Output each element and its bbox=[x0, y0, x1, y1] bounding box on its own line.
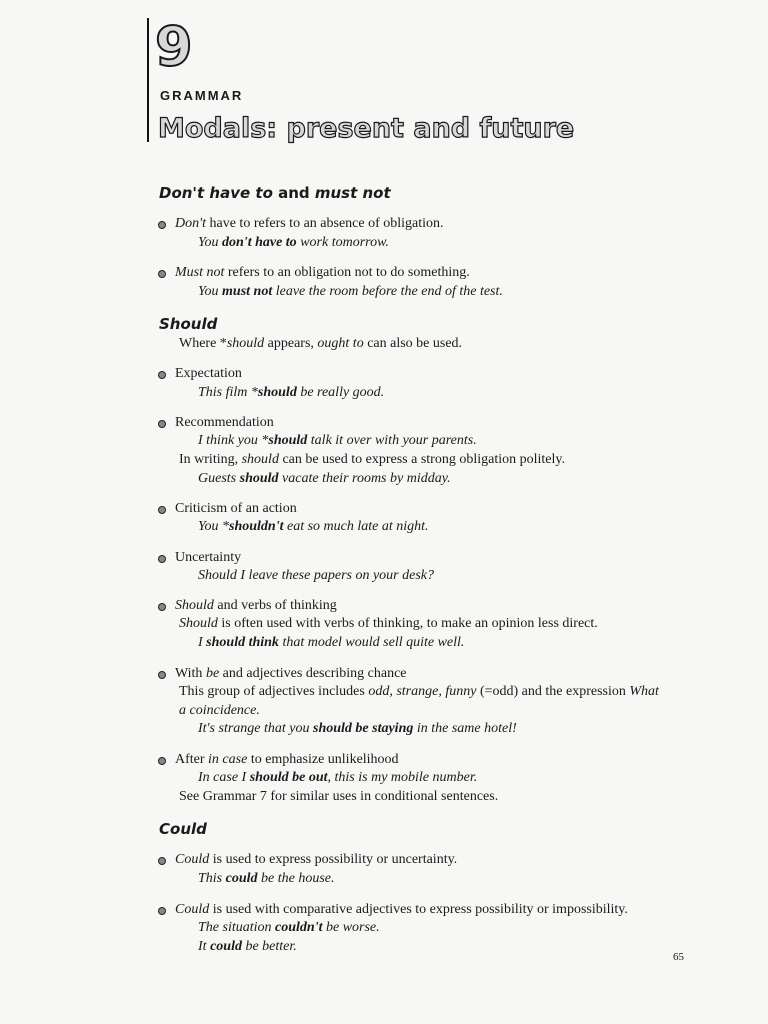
list-item: After in case to emphasize unlikelihood bbox=[175, 752, 399, 767]
section-intro: Where *should appears, ought to can also be used. bbox=[179, 336, 463, 351]
example-sentence: Guests should vacate their rooms by midday. bbox=[198, 471, 451, 486]
list-item: Could is used to express possibility or uncertainty. bbox=[175, 852, 458, 867]
note-text: See Grammar 7 for similar uses in conditional sentences. bbox=[179, 789, 499, 804]
note-text: In writing, should can be used to express a strong obligation politely. bbox=[179, 452, 565, 467]
chapter-number: 9 bbox=[155, 15, 193, 78]
section-heading-dont-have-to: Don't have to and must not bbox=[159, 184, 391, 202]
note-text: a coincidence. bbox=[179, 703, 260, 718]
example-sentence: You *shouldn't eat so much late at night. bbox=[198, 519, 429, 534]
list-item: Uncertainty bbox=[175, 550, 242, 565]
note-text: Should is often used with verbs of thinking, to make an opinion less direct. bbox=[179, 616, 598, 631]
page-title: Modals: present and future bbox=[158, 113, 575, 144]
bullet-icon bbox=[158, 270, 166, 278]
section-heading-could: Could bbox=[159, 820, 207, 838]
page-number: 65 bbox=[673, 951, 684, 963]
example-sentence: This film *should be really good. bbox=[198, 385, 385, 400]
list-item: Could is used with comparative adjectives to express possibility or impossibility. bbox=[175, 902, 628, 917]
example-sentence: I think you *should talk it over with your parents. bbox=[198, 433, 477, 448]
example-sentence: The situation couldn't be worse. bbox=[198, 920, 380, 935]
example-sentence: In case I should be out, this is my mobile number. bbox=[198, 770, 478, 785]
chapter-rule bbox=[147, 18, 149, 142]
bullet-icon bbox=[158, 857, 166, 865]
note-text: This group of adjectives includes odd, strange, funny (=odd) and the expression What bbox=[179, 684, 659, 699]
example-sentence: You must not leave the room before the end of the test. bbox=[198, 284, 503, 299]
bullet-icon bbox=[158, 420, 166, 428]
list-item: Don't have to refers to an absence of obligation. bbox=[175, 216, 444, 231]
bullet-icon bbox=[158, 907, 166, 915]
bullet-icon bbox=[158, 555, 166, 563]
bullet-icon bbox=[158, 671, 166, 679]
example-sentence: It's strange that you should be staying in the same hotel! bbox=[198, 721, 517, 736]
example-sentence: It could be better. bbox=[198, 939, 297, 954]
section-heading-should: Should bbox=[159, 315, 218, 333]
bullet-icon bbox=[158, 221, 166, 229]
list-item: Should and verbs of thinking bbox=[175, 598, 337, 613]
bullet-icon bbox=[158, 506, 166, 514]
list-item: With be and adjectives describing chance bbox=[175, 666, 407, 681]
list-item: Must not refers to an obligation not to do something. bbox=[175, 265, 470, 280]
example-sentence: I should think that model would sell quite well. bbox=[198, 635, 465, 650]
chapter-label: GRAMMAR bbox=[160, 88, 244, 103]
list-item: Criticism of an action bbox=[175, 501, 297, 516]
bullet-icon bbox=[158, 371, 166, 379]
bullet-icon bbox=[158, 603, 166, 611]
example-sentence: This could be the house. bbox=[198, 871, 335, 886]
example-sentence: You don't have to work tomorrow. bbox=[198, 235, 389, 250]
list-item: Recommendation bbox=[175, 415, 274, 430]
list-item: Expectation bbox=[175, 366, 242, 381]
bullet-icon bbox=[158, 757, 166, 765]
example-sentence: Should I leave these papers on your desk? bbox=[198, 568, 434, 583]
